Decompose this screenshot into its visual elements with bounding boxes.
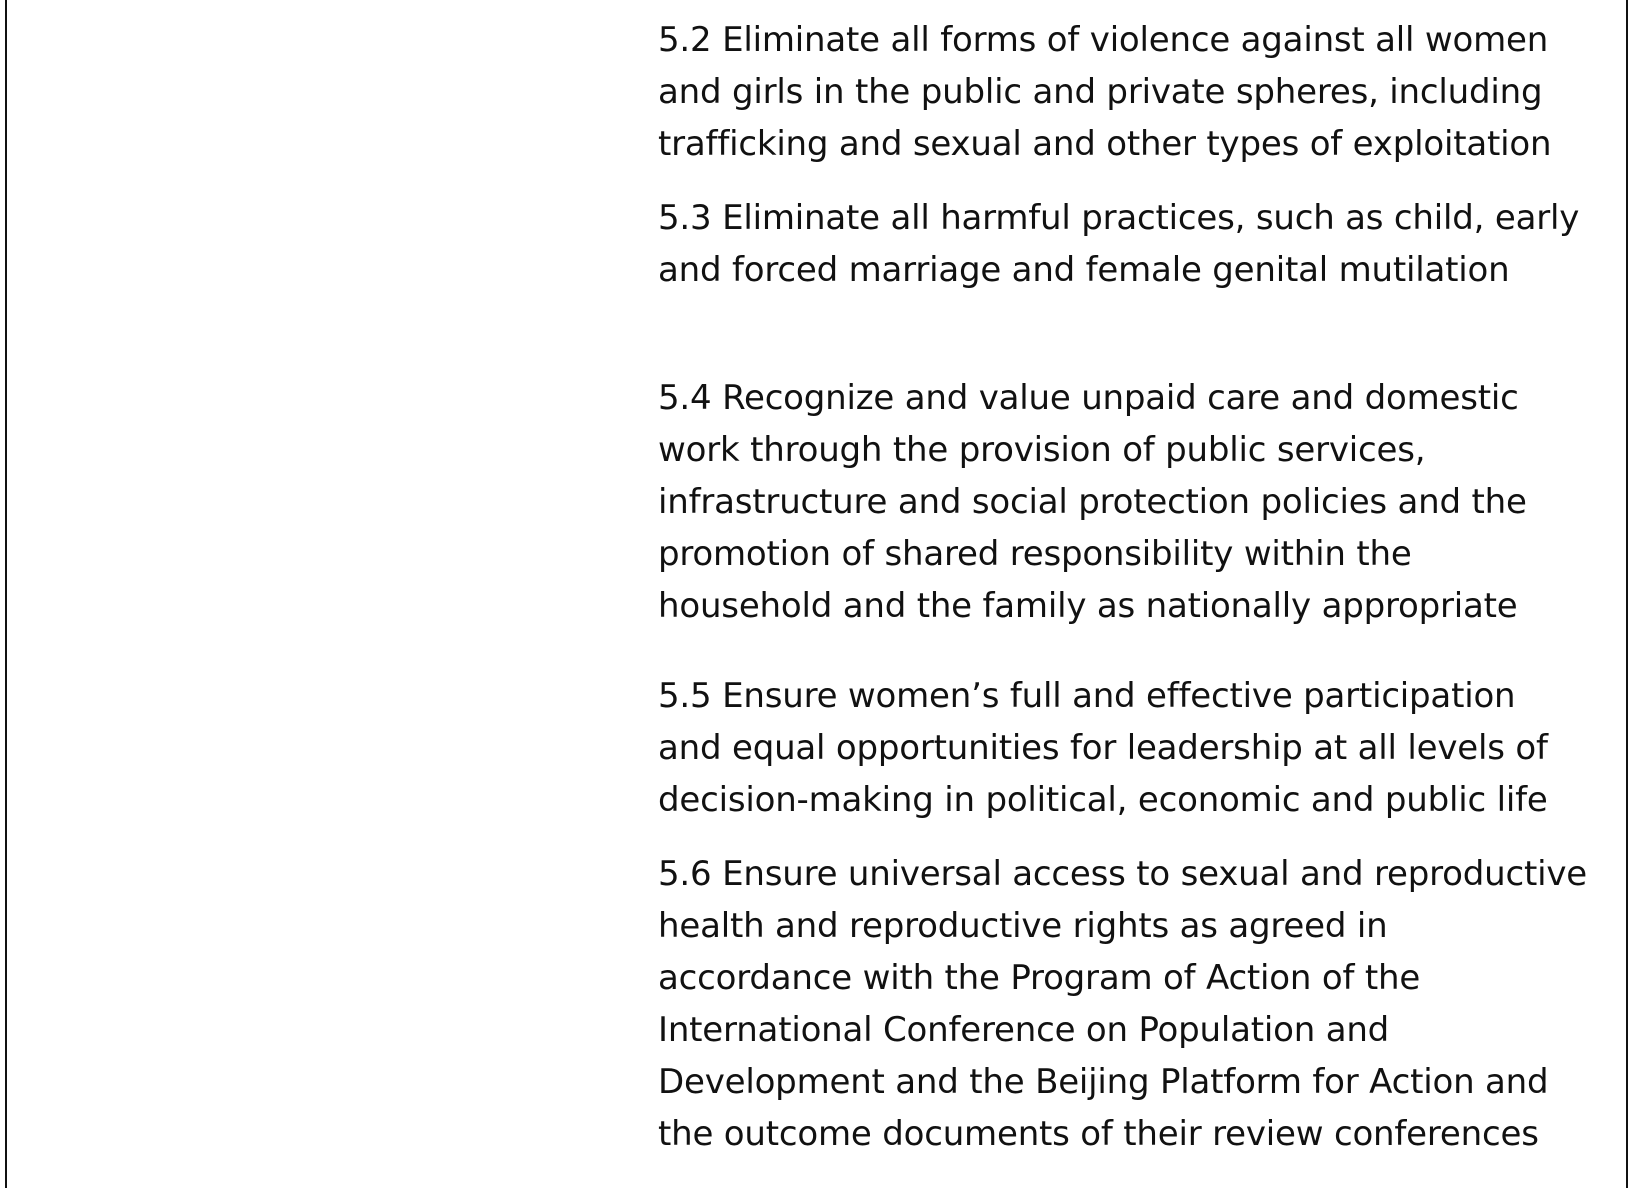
table-left-border xyxy=(5,0,7,1188)
targets-column xyxy=(658,14,1608,1160)
target-5-4: 5.4 Recognize and value unpaid care and domestic work through the provision of public services, infrastructure and social protection policies and the promotion of shared responsibility within the household and the family as nationally appropriate xyxy=(658,378,1527,626)
target-5-5: 5.5 Ensure women’s full and effective participation and equal opportunities for leadership at all levels of decision-making in political, economic and public life xyxy=(658,676,1548,820)
target-5-2: 5.2 Eliminate all forms of violence against all women and girls in the public and private spheres, including trafficking and sexual and other types of exploitation xyxy=(658,20,1552,164)
table-right-border xyxy=(1626,0,1628,1188)
target-5-6: 5.6 Ensure universal access to sexual and reproductive health and reproductive rights as agreed in accordance with the Program of Action of the International Conference on Population and Development and the Beijing Platform for Action and the outcome documents of their review conferences xyxy=(658,854,1587,1154)
target-5-3: 5.3 Eliminate all harmful practices, such as child, early and forced marriage and female genital mutilation xyxy=(658,198,1580,290)
